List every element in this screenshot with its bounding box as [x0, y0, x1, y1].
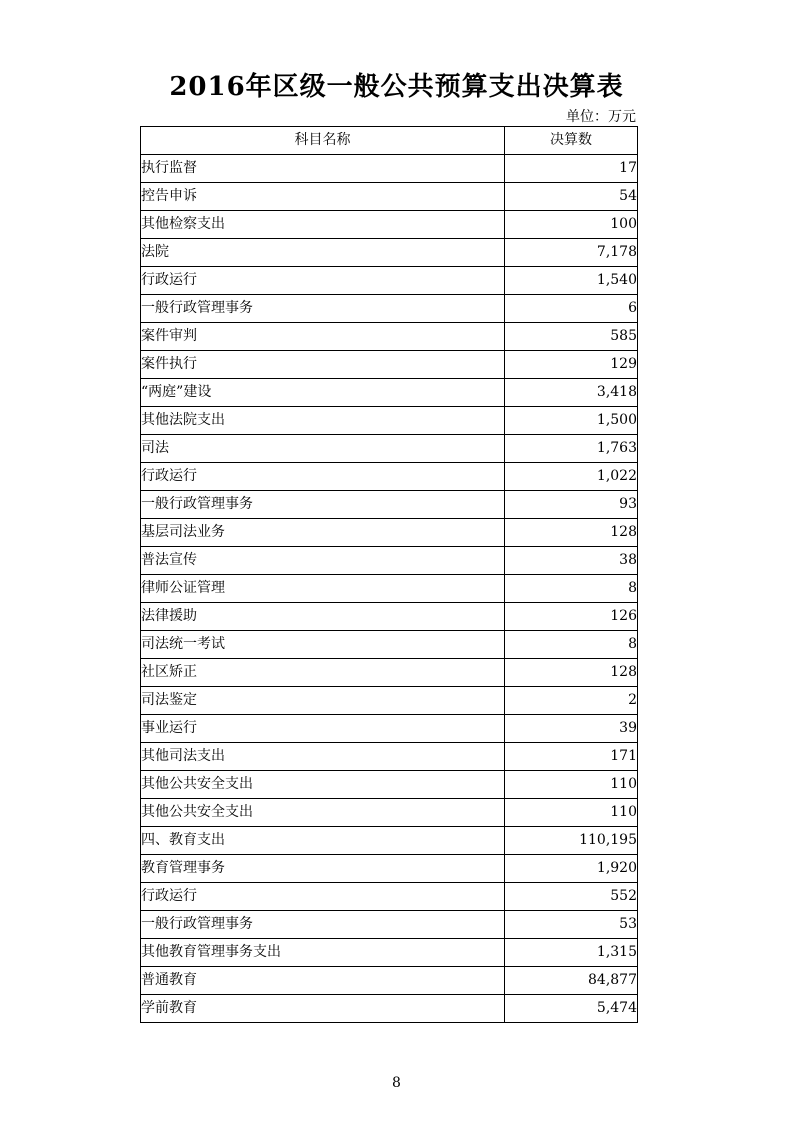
column-header-value: 决算数 — [505, 127, 638, 155]
row-item-name: 事业运行 — [141, 715, 505, 743]
row-item-value: 552 — [505, 883, 638, 911]
table-row — [141, 771, 638, 799]
row-item-value: 126 — [505, 603, 638, 631]
row-item-value: 39 — [505, 715, 638, 743]
table-row — [141, 155, 638, 183]
table-row — [141, 211, 638, 239]
table-header-row — [141, 127, 638, 155]
row-item-name: 其他司法支出 — [141, 743, 505, 771]
row-item-name: 其他公共安全支出 — [141, 799, 505, 827]
row-item-value: 171 — [505, 743, 638, 771]
row-item-value: 7,178 — [505, 239, 638, 267]
row-item-value: 110 — [505, 799, 638, 827]
table-row — [141, 995, 638, 1023]
table-row — [141, 603, 638, 631]
row-item-value: 1,540 — [505, 267, 638, 295]
row-item-name: 案件审判 — [141, 323, 505, 351]
column-header-name: 科目名称 — [141, 127, 505, 155]
row-item-value: 6 — [505, 295, 638, 323]
row-item-name: 控告申诉 — [141, 183, 505, 211]
row-item-value: 1,763 — [505, 435, 638, 463]
budget-table — [140, 126, 638, 1023]
row-item-value: 3,418 — [505, 379, 638, 407]
row-item-name: 行政运行 — [141, 463, 505, 491]
row-item-name: 其他法院支出 — [141, 407, 505, 435]
table-row — [141, 575, 638, 603]
row-item-name: 司法鉴定 — [141, 687, 505, 715]
row-item-value: 585 — [505, 323, 638, 351]
table-row — [141, 267, 638, 295]
table-row — [141, 939, 638, 967]
row-item-value: 128 — [505, 659, 638, 687]
row-item-value: 8 — [505, 575, 638, 603]
table-row — [141, 435, 638, 463]
table-row — [141, 351, 638, 379]
table-row — [141, 183, 638, 211]
unit-label: 单位：万元 — [566, 109, 636, 125]
row-item-value: 38 — [505, 547, 638, 575]
row-item-name: 执行监督 — [141, 155, 505, 183]
row-item-name: 普法宣传 — [141, 547, 505, 575]
row-item-name: 其他检察支出 — [141, 211, 505, 239]
row-item-value: 1,022 — [505, 463, 638, 491]
row-item-name: 案件执行 — [141, 351, 505, 379]
row-item-name: 基层司法业务 — [141, 519, 505, 547]
table-row — [141, 323, 638, 351]
row-item-value: 84,877 — [505, 967, 638, 995]
row-item-name: 其他公共安全支出 — [141, 771, 505, 799]
table-row — [141, 827, 638, 855]
row-item-value: 110,195 — [505, 827, 638, 855]
page-title: 2016年区级一般公共预算支出决算表 — [169, 72, 624, 102]
row-item-name: 教育管理事务 — [141, 855, 505, 883]
table-row — [141, 799, 638, 827]
row-item-value: 129 — [505, 351, 638, 379]
row-item-name: 一般行政管理事务 — [141, 491, 505, 519]
table-row — [141, 883, 638, 911]
row-item-value: 17 — [505, 155, 638, 183]
row-item-name: 行政运行 — [141, 883, 505, 911]
table-row — [141, 659, 638, 687]
table-row — [141, 295, 638, 323]
table-row — [141, 519, 638, 547]
row-item-name: 一般行政管理事务 — [141, 911, 505, 939]
row-item-value: 110 — [505, 771, 638, 799]
row-item-name: 普通教育 — [141, 967, 505, 995]
row-item-name: 社区矫正 — [141, 659, 505, 687]
row-item-name: 一般行政管理事务 — [141, 295, 505, 323]
row-item-name: 司法统一考试 — [141, 631, 505, 659]
row-item-name: “两庭”建设 — [141, 379, 505, 407]
table-row — [141, 547, 638, 575]
row-item-name: 行政运行 — [141, 267, 505, 295]
table-row — [141, 463, 638, 491]
table-row — [141, 491, 638, 519]
table-row — [141, 911, 638, 939]
row-item-value: 8 — [505, 631, 638, 659]
page-number: 8 — [392, 1075, 401, 1091]
row-item-name: 其他教育管理事务支出 — [141, 939, 505, 967]
row-item-value: 1,920 — [505, 855, 638, 883]
row-item-name: 法律援助 — [141, 603, 505, 631]
row-item-name: 法院 — [141, 239, 505, 267]
row-item-value: 100 — [505, 211, 638, 239]
row-item-value: 53 — [505, 911, 638, 939]
row-item-value: 5,474 — [505, 995, 638, 1023]
row-item-name: 学前教育 — [141, 995, 505, 1023]
table-row — [141, 855, 638, 883]
row-item-value: 1,500 — [505, 407, 638, 435]
table-row — [141, 379, 638, 407]
table-row — [141, 407, 638, 435]
row-item-value: 128 — [505, 519, 638, 547]
table-row — [141, 687, 638, 715]
row-item-name: 四、教育支出 — [141, 827, 505, 855]
table-row — [141, 743, 638, 771]
row-item-name: 司法 — [141, 435, 505, 463]
table-row — [141, 715, 638, 743]
table-row — [141, 631, 638, 659]
table-body — [141, 155, 638, 1023]
row-item-value: 2 — [505, 687, 638, 715]
row-item-value: 54 — [505, 183, 638, 211]
table-row — [141, 967, 638, 995]
table-row — [141, 239, 638, 267]
row-item-name: 律师公证管理 — [141, 575, 505, 603]
row-item-value: 1,315 — [505, 939, 638, 967]
row-item-value: 93 — [505, 491, 638, 519]
